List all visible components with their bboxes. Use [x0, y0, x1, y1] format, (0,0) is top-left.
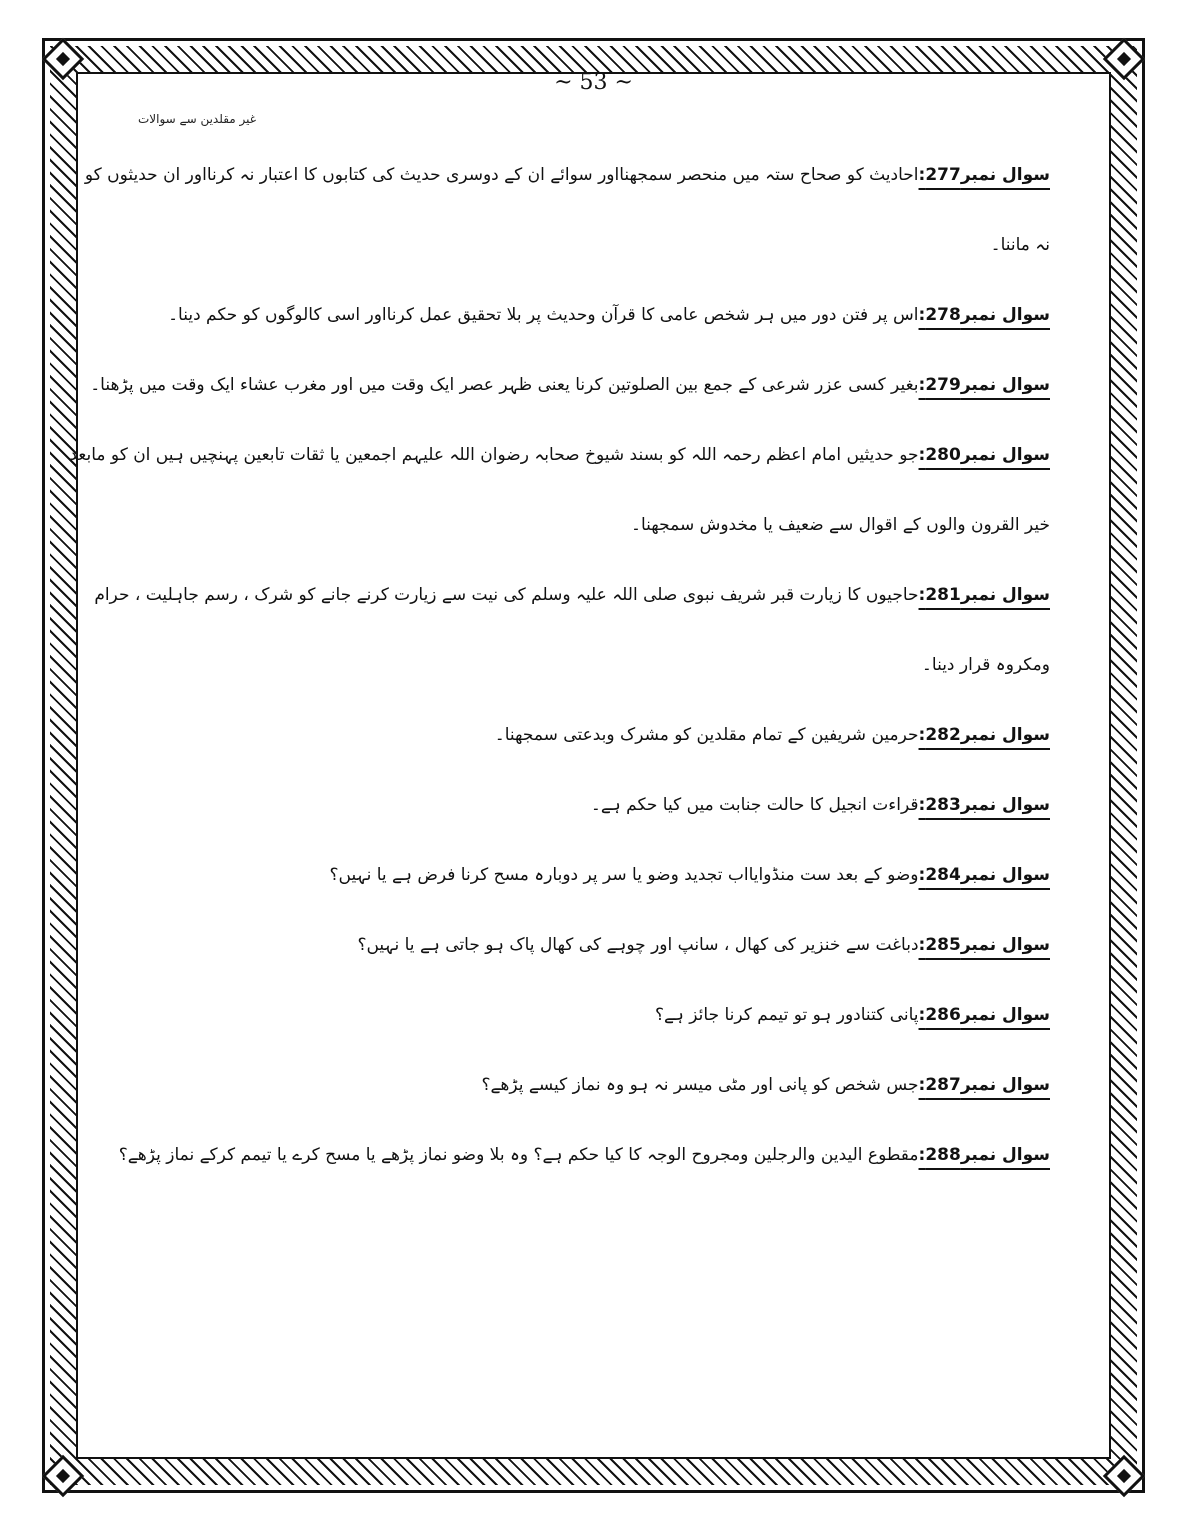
question-label: سوال نمبر277:	[918, 165, 1050, 185]
question-label: سوال نمبر285:	[918, 935, 1050, 955]
question-text-continued: خیر القرون والوں کے اقوال سے ضعیف یا مخدوش سمجھنا۔	[631, 515, 1050, 535]
question-text-continued: نہ ماننا۔	[990, 235, 1050, 255]
question-279	[90, 350, 1050, 420]
question-288	[118, 1120, 1050, 1190]
question-286	[150, 980, 1050, 1050]
question-text: حاجیوں کا زیارت قبر شریف نبوی صلی اللہ علیہ وسلم کی نیت سے زیارت کرنے جانے کو شرک ، رسم جاہلیت ، حرام	[94, 585, 919, 605]
question-281	[94, 560, 1050, 700]
question-text: حرمین شریفین کے تمام مقلدین کو مشرک وبدعتی سمجھنا۔	[494, 725, 919, 745]
question-280	[69, 420, 1050, 560]
question-label: سوال نمبر283:	[918, 795, 1050, 815]
question-285	[150, 910, 1050, 980]
question-text: وضو کے بعد ست منڈوایااب تجدید وضو یا سر پر دوبارہ مسح کرنا فرض ہے یا نہیں؟	[329, 865, 919, 885]
question-287	[150, 1050, 1050, 1120]
question-284	[150, 840, 1050, 910]
question-277	[84, 140, 1050, 280]
question-label: سوال نمبر278:	[918, 305, 1050, 325]
question-text-continued: ومکروہ قرار دینا۔	[921, 655, 1050, 675]
question-278	[150, 280, 1050, 350]
question-text: پانی کتنادور ہو تو تیمم کرنا جائز ہے؟	[654, 1005, 919, 1025]
question-label: سوال نمبر280:	[918, 445, 1050, 465]
question-text: قراءت انجیل کا حالت جنابت میں کیا حکم ہے۔	[590, 795, 919, 815]
question-text: مقطوع الیدین والرجلین ومجروح الوجہ کا کیا حکم ہے؟ وہ بلا وضو نماز پڑھے یا مسح کرے یا تیمم کرکے نماز پڑھے؟	[118, 1145, 919, 1165]
question-label: سوال نمبر284:	[918, 865, 1050, 885]
question-label: سوال نمبر288:	[918, 1145, 1050, 1165]
question-label: سوال نمبر279:	[918, 375, 1050, 395]
question-text: جس شخص کو پانی اور مٹی میسر نہ ہو وہ نماز کیسے پڑھے؟	[481, 1075, 919, 1095]
question-text: جو حدیثیں امام اعظم رحمہ اللہ کو بسند شیوخ صحابہ رضوان اللہ علیہم اجمعین یا ثقات تابعین پہنچیں ہیں ان کو مابعد	[69, 445, 919, 465]
question-text: بغیر کسی عزر شرعی کے جمع بین الصلوتین کرنا یعنی ظہر عصر ایک وقت میں اور مغرب عشاء ایک وقت میں پڑھنا۔	[90, 375, 919, 395]
question-text: احادیث کو صحاح ستہ میں منحصر سمجھنااور سوائے ان کے دوسری حدیث کی کتابوں کا اعتبار نہ کرنااور ان حدیثوں کو	[84, 165, 919, 185]
question-list	[69, 140, 1050, 1190]
question-283	[150, 770, 1050, 840]
question-label: سوال نمبر286:	[918, 1005, 1050, 1025]
question-label: سوال نمبر281:	[918, 585, 1050, 605]
page-number: ~ 53 ~	[554, 70, 633, 95]
running-header: غیر مقلدین سے سوالات	[138, 112, 257, 126]
question-label: سوال نمبر282:	[918, 725, 1050, 745]
question-label: سوال نمبر287:	[918, 1075, 1050, 1095]
question-text: دباغت سے خنزیر کی کھال ، سانپ اور چوہے کی کھال پاک ہو جاتی ہے یا نہیں؟	[357, 935, 919, 955]
question-text: اس پر فتن دور میں ہر شخص عامی کا قرآن وحدیث پر بلا تحقیق عمل کرنااور اسی کالوگوں کو حکم دینا۔	[168, 305, 919, 325]
question-282	[150, 700, 1050, 770]
